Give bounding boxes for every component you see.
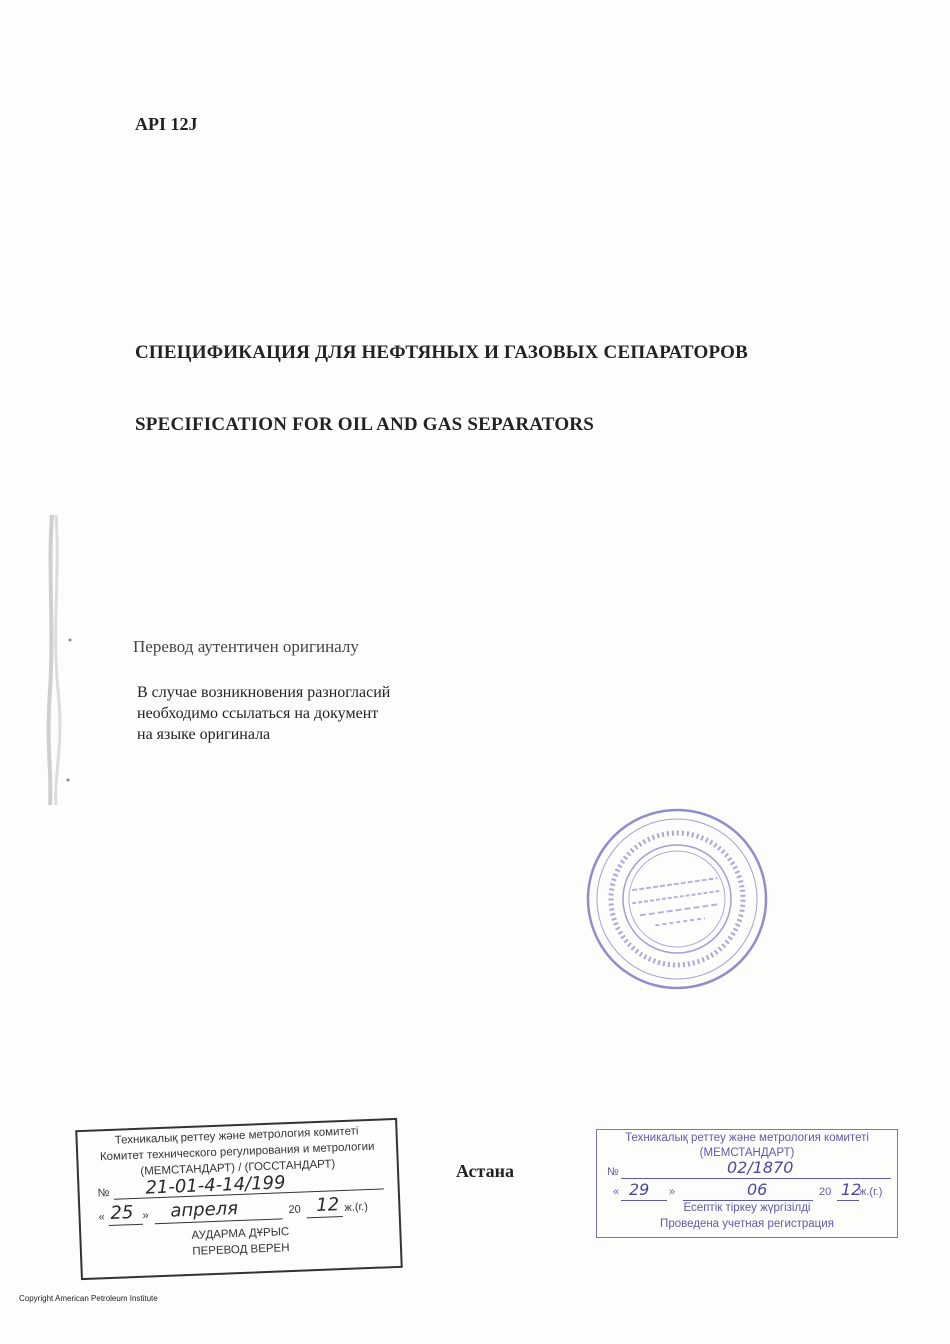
stamp-year-suffix: ж.(г.) xyxy=(859,1186,883,1198)
stamp-year-prefix: 20 xyxy=(288,1203,301,1217)
authentic-translation-note: Перевод аутентичен оригиналу xyxy=(133,637,359,656)
stamp-year: 12 xyxy=(841,1180,862,1199)
stamp-year-prefix: 20 xyxy=(819,1186,832,1198)
copyright-notice: Copyright American Petroleum Institute xyxy=(19,1294,158,1303)
document-id: API 12J xyxy=(135,114,198,134)
stamp-month: 06 xyxy=(747,1180,768,1199)
stamp-day: 29 xyxy=(629,1180,650,1199)
stamp-number: 21-01-4-14/199 xyxy=(145,1172,286,1199)
title-russian: СПЕЦИФИКАЦИЯ ДЛЯ НЕФТЯНЫХ И ГАЗОВЫХ СЕПАРАТОРОВ xyxy=(135,342,749,363)
stamp-number: 02/1870 xyxy=(727,1158,794,1177)
stamp-day: 25 xyxy=(110,1202,134,1224)
stamp-quote-close: » xyxy=(669,1186,676,1198)
stamp-translation-correct-ru: ПЕРЕВОД ВЕРЕН xyxy=(192,1242,290,1258)
stamp-year-suffix: ж.(г.) xyxy=(344,1201,369,1214)
city: Астана xyxy=(456,1161,514,1181)
stamp-agency: (МЕМСТАНДАРТ) / (ГОССТАНДАРТ) xyxy=(140,1158,336,1178)
disclaimer-line: на языке оригинала xyxy=(137,726,271,743)
stamp-quote-close: » xyxy=(142,1209,149,1222)
stamp-agency: (МЕМСТАНДАРТ) xyxy=(699,1147,795,1159)
stamp-committee-kz: Техникалық реттеу және метрология комитеті xyxy=(114,1125,359,1147)
stamp-registration-ru: Проведена учетная регистрация xyxy=(660,1218,834,1230)
stamp-number-label: № xyxy=(607,1166,619,1178)
binding-thread-image xyxy=(38,510,78,810)
stamp-registration-kz: Есептік тіркеу жүргізілді xyxy=(683,1202,811,1214)
registration-stamp xyxy=(596,1129,898,1238)
title-english: SPECIFICATION FOR OIL AND GAS SEPARATORS xyxy=(135,414,594,435)
stamp-number-label: № xyxy=(97,1186,110,1200)
stamp-year: 12 xyxy=(315,1194,340,1217)
disclaimer-line: В случае возникновения разногласий xyxy=(137,684,391,701)
round-seal-stamp xyxy=(582,804,772,994)
stamp-committee-kz: Техникалық реттеу және метрология комитеті xyxy=(625,1132,869,1144)
translation-certification-stamp xyxy=(75,1118,403,1280)
disclaimer xyxy=(137,682,390,745)
stamp-committee-ru: Комитет технического регулирования и метрологии xyxy=(99,1140,375,1164)
disclaimer-line: необходимо ссылаться на документ xyxy=(137,705,379,722)
stamp-month: апреля xyxy=(170,1198,239,1222)
stamp-quote-open: « xyxy=(613,1186,620,1198)
stamp-quote-open: « xyxy=(98,1211,105,1224)
stamp-translation-correct-kz: АУДАРМА ДҰРЫС xyxy=(191,1226,290,1242)
